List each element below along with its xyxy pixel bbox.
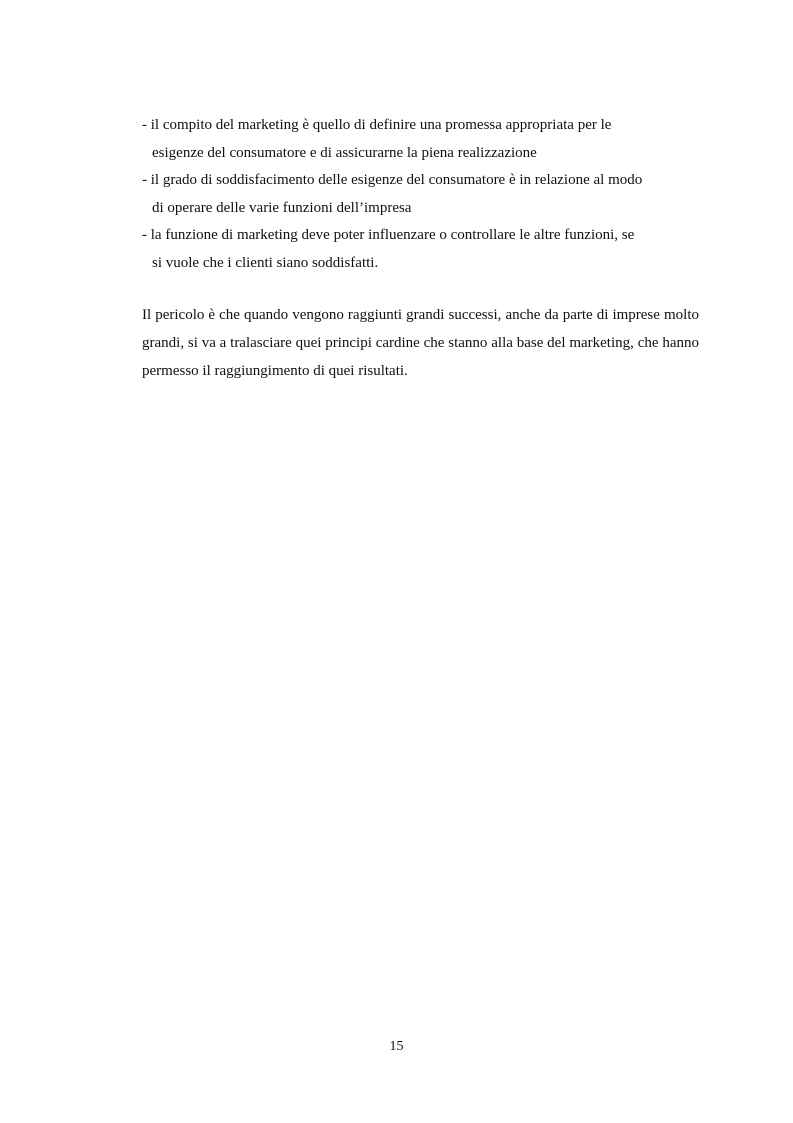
bullet-list	[142, 112, 702, 277]
bullet-line-continuation: di operare delle varie funzioni dell’impresa	[152, 199, 412, 216]
bullet-item	[142, 167, 702, 222]
bullet-line-continuation: esigenze del consumatore e di assicurarne la piena realizzazione	[152, 144, 537, 161]
page-number: 15	[389, 1039, 404, 1054]
bullet-item	[142, 112, 702, 167]
bullet-item	[142, 222, 702, 277]
bullet-line: - la funzione di marketing deve poter influenzare o controllare le altre funzioni, se	[142, 227, 635, 243]
bullet-line-continuation: si vuole che i clienti siano soddisfatti.	[152, 254, 379, 271]
bullet-line: - il compito del marketing è quello di definire una promessa appropriata per le	[142, 117, 612, 133]
body-paragraph: Il pericolo è che quando vengono raggiunti grandi successi, anche da parte di imprese molto grandi, si va a tralasciare quei principi cardine che stanno alla base del marketing, che hanno permesso il raggiungimento di quei risultati.	[142, 307, 699, 379]
bullet-line: - il grado di soddisfacimento delle esigenze del consumatore è in relazione al modo	[142, 172, 643, 188]
